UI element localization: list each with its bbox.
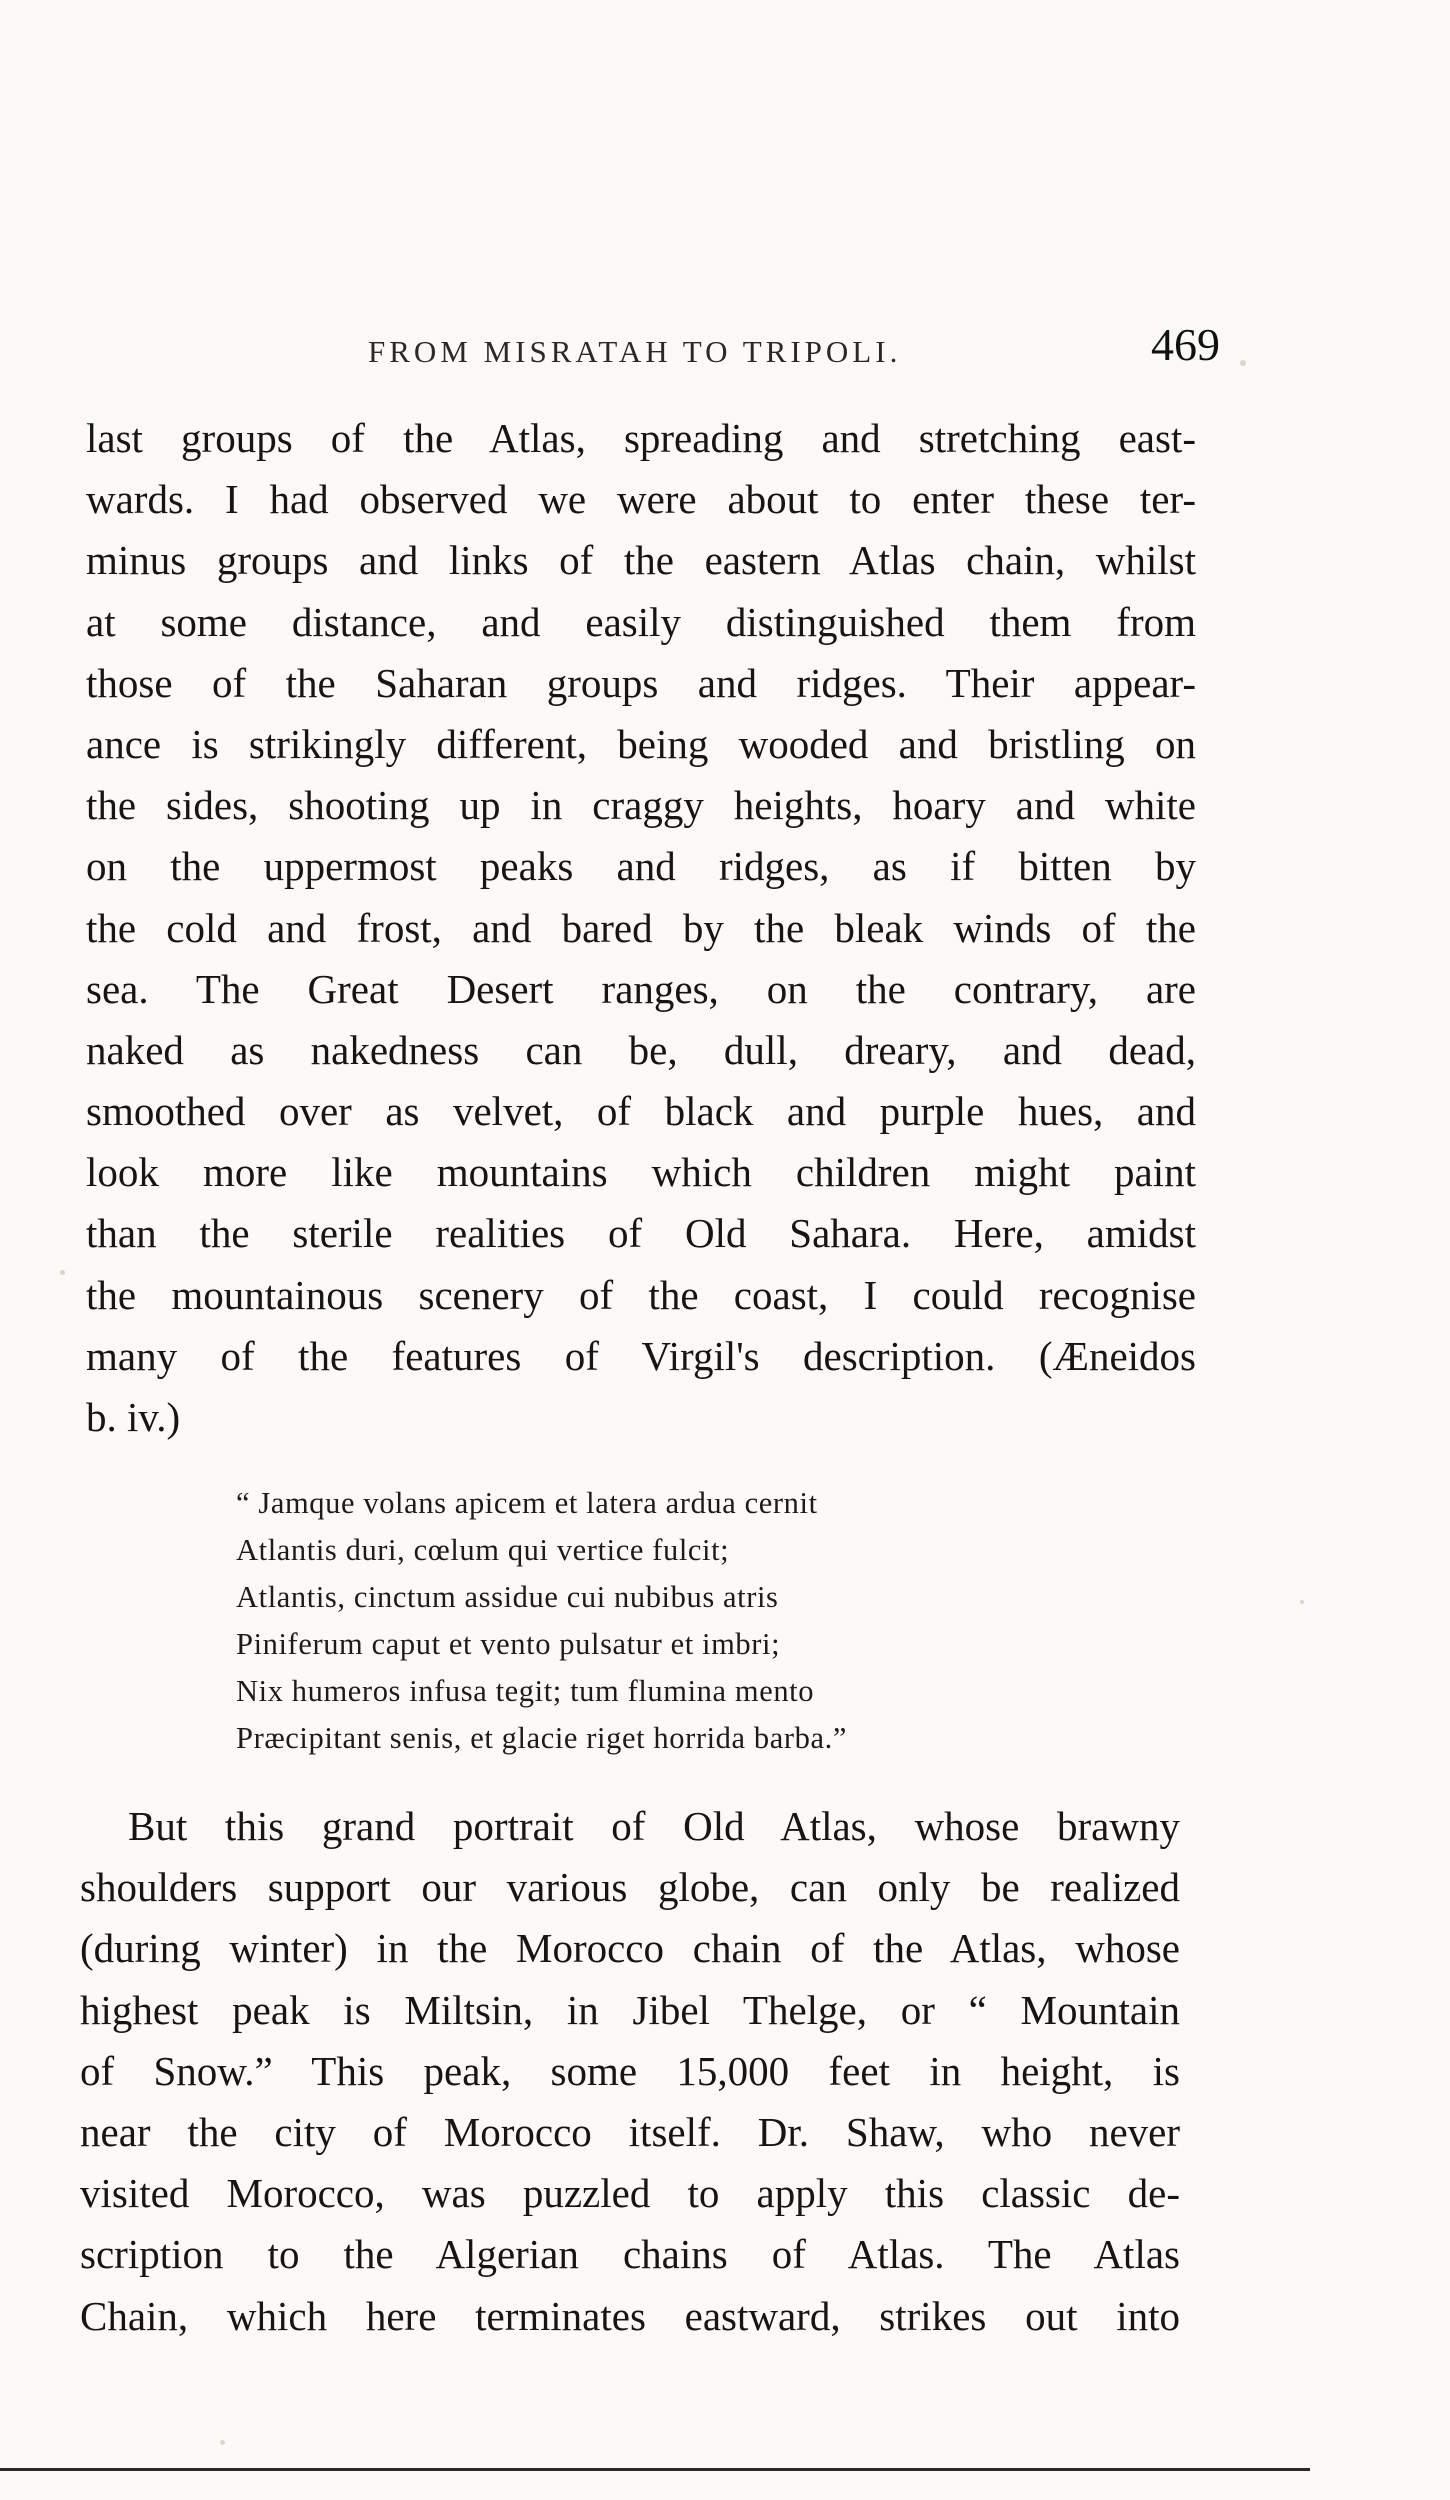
verse-line: Nix humeros infusa tegit; tum flumina mento	[236, 1674, 815, 1708]
text-line: last groups of the Atlas, spreading and stretching east-	[86, 415, 1196, 461]
verse-line: Atlantis duri, cœlum qui vertice fulcit;	[236, 1533, 730, 1567]
text-line: the cold and frost, and bared by the bleak winds of the	[86, 904, 1196, 951]
text-line: than the sterile realities of Old Sahara. Here, amidst	[86, 1210, 1196, 1257]
text-line: sea. The Great Desert ranges, on the contrary, are	[86, 965, 1196, 1012]
text-line: scription to the Algerian chains of Atlas. The Atlas	[80, 2231, 1180, 2278]
text-line: wards. I had observed we were about to enter these ter-	[86, 476, 1196, 523]
paper-speck	[1240, 360, 1246, 366]
text-line: ance is strikingly different, being wooded and bristling on	[86, 720, 1196, 767]
paper-speck	[220, 2440, 225, 2445]
text-line: Chain, which here terminates eastward, strikes out into	[80, 2292, 1180, 2339]
paper-speck	[1300, 1600, 1304, 1604]
verse-line: Præcipitant senis, et glacie riget horrida barba.”	[236, 1721, 847, 1755]
paragraph-2	[80, 1796, 1180, 2347]
verse-line: Atlantis, cinctum assidue cui nubibus atris	[236, 1580, 779, 1614]
text-line: at some distance, and easily distinguished them from	[86, 598, 1196, 645]
text-line: those of the Saharan groups and ridges. Their appear-	[86, 659, 1196, 706]
text-line: naked as nakedness can be, dull, dreary, and dead,	[86, 1026, 1196, 1073]
text-line: shoulders support our various globe, can only be realized	[80, 1864, 1180, 1911]
paragraph-1	[86, 408, 1196, 1448]
latin-verse-quote	[236, 1480, 1036, 1762]
text-line: (during winter) in the Morocco chain of the Atlas, whose	[80, 1925, 1180, 1972]
text-line: smoothed over as velvet, of black and purple hues, and	[86, 1088, 1196, 1135]
verse-line: Piniferum caput et vento pulsatur et imbri;	[236, 1627, 781, 1661]
verse-line: “ Jamque volans apicem et latera ardua cernit	[236, 1486, 818, 1520]
page-header	[100, 318, 1220, 378]
paper-speck	[60, 1270, 65, 1275]
text-line: of Snow.” This peak, some 15,000 feet in height, is	[80, 2047, 1180, 2094]
text-line: on the uppermost peaks and ridges, as if bitten by	[86, 843, 1196, 890]
text-line: near the city of Morocco itself. Dr. Shaw, who never	[80, 2108, 1180, 2155]
page-number: 469	[1151, 319, 1220, 370]
text-line: But this grand portrait of Old Atlas, whose brawny	[128, 1803, 1180, 1849]
text-line: the sides, shooting up in craggy heights, hoary and white	[86, 782, 1196, 829]
text-line: the mountainous scenery of the coast, I could recognise	[86, 1271, 1196, 1318]
running-title: FROM MISRATAH TO TRIPOLI.	[368, 334, 902, 369]
text-line: visited Morocco, was puzzled to apply this classic de-	[80, 2170, 1180, 2217]
text-line: b. iv.)	[86, 1394, 181, 1440]
text-line: highest peak is Miltsin, in Jibel Thelge, or “ Mountain	[80, 1986, 1180, 2033]
bottom-rule	[0, 2468, 1310, 2471]
text-line: many of the features of Virgil's description. (Æneidos	[86, 1332, 1196, 1379]
text-line: minus groups and links of the eastern Atlas chain, whilst	[86, 537, 1196, 584]
text-line: look more like mountains which children might paint	[86, 1149, 1196, 1196]
